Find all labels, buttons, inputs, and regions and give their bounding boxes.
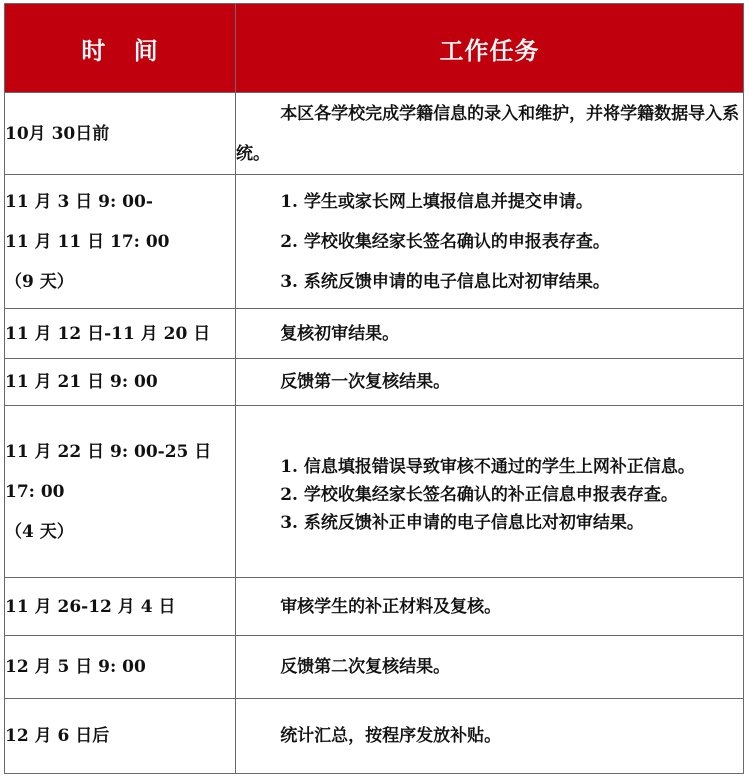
table-row: [5, 359, 744, 406]
task-cell: [236, 699, 744, 774]
task-item: 1. 信息填报错误导致审核不通过的学生上网补正信息。: [280, 456, 695, 477]
task-item: 2. 学校收集经家长签名确认的申报表存查。: [280, 231, 610, 252]
time-cell: [5, 359, 236, 406]
table-row: [5, 175, 744, 309]
task-cell: [236, 175, 744, 309]
table-row: [5, 406, 744, 578]
time-text: 11 月 21 日 9: 00: [5, 372, 158, 392]
task-text: 复核初审结果。: [280, 323, 400, 344]
header-time: 时 间: [5, 4, 236, 93]
task-text: 审核学生的补正材料及复核。: [280, 596, 502, 617]
time-duration: （9 天）: [5, 271, 74, 292]
time-text: 11 月 12 日-11 月 20 日: [5, 323, 211, 344]
time-text: 11 月 11 日 17: 00: [5, 231, 170, 252]
task-item: 1. 学生或家长网上填报信息并提交申请。: [280, 191, 593, 212]
table-row: [5, 699, 744, 774]
time-cell: [5, 578, 236, 636]
task-cell: [236, 359, 744, 406]
table-row: [5, 636, 744, 699]
task-cell: [236, 309, 744, 359]
header-task: 工作任务: [236, 4, 744, 93]
task-cell: [236, 578, 744, 636]
task-item: 2. 学校收集经家长签名确认的补正信息申报表存查。: [280, 484, 678, 505]
task-item: 3. 系统反馈申请的电子信息比对初审结果。: [280, 271, 610, 292]
task-cell: [236, 636, 744, 699]
task-text: 统计汇总，按程序发放补贴。: [280, 726, 502, 746]
time-text: 12 月 5 日 9: 00: [5, 657, 146, 677]
time-text: 11 月 3 日 9: 00-: [5, 191, 153, 212]
time-duration: （4 天）: [5, 521, 74, 542]
task-text: 反馈第一次复核结果。: [280, 372, 451, 392]
time-text: 11 月 22 日 9: 00-25 日: [5, 441, 212, 462]
time-text: 11 月 26-12 月 4 日: [5, 596, 176, 617]
schedule-sheet: [4, 3, 743, 778]
time-cell: [5, 175, 236, 309]
time-text: 12 月 6 日后: [5, 726, 110, 746]
time-cell: [5, 406, 236, 578]
time-cell: [5, 636, 236, 699]
task-cell: [236, 93, 744, 175]
schedule-table: [4, 3, 744, 774]
table-row: [5, 309, 744, 359]
time-cell: [5, 699, 236, 774]
time-cell: [5, 309, 236, 359]
task-text: 反馈第二次复核结果。: [280, 657, 451, 677]
task-item: 3. 系统反馈补正申请的电子信息比对初审结果。: [280, 512, 644, 533]
table-row: [5, 93, 744, 175]
time-text: 17: 00: [5, 481, 65, 502]
table-header-row: [5, 4, 744, 93]
task-cell: [236, 406, 744, 578]
task-text: 本区各学校完成学籍信息的录入和维护，并将学籍数据导入系统。: [236, 103, 740, 164]
table-row: [5, 578, 744, 636]
time-cell: [5, 93, 236, 175]
time-text: 10月 30日前: [5, 123, 110, 144]
